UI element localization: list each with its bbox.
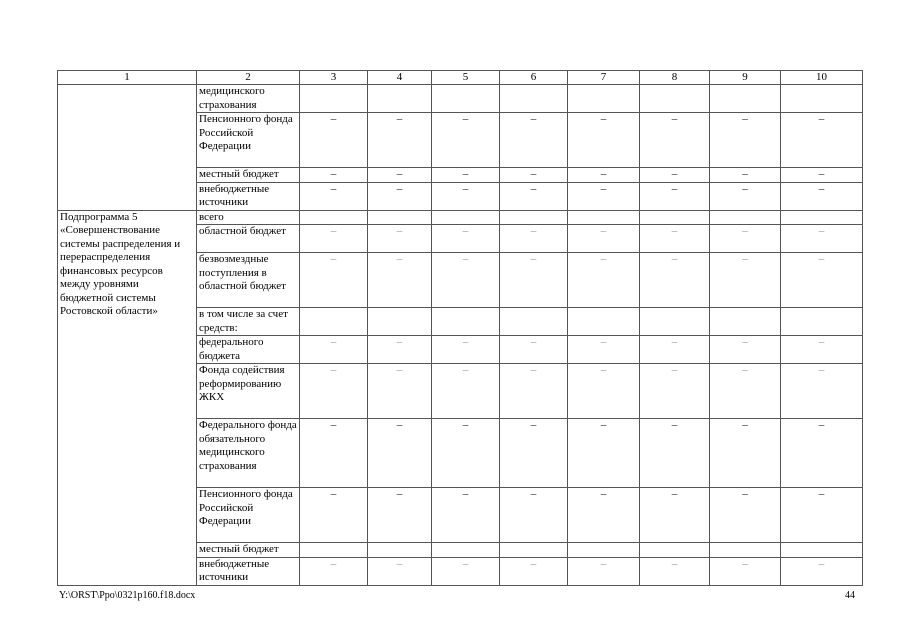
value-cell: – — [568, 225, 640, 253]
value-cell: – — [500, 336, 568, 364]
column-number-cell: 8 — [640, 71, 710, 85]
value-cell: – — [640, 557, 710, 585]
value-cell: – — [300, 557, 368, 585]
value-cell: – — [568, 168, 640, 183]
funding-source-label: Федерального фонда обязательного медицинского страхования — [197, 419, 300, 488]
value-cell: – — [300, 364, 368, 419]
value-cell: – — [710, 225, 781, 253]
value-cell — [781, 308, 863, 336]
funding-source-label: внебюджетные источники — [197, 182, 300, 210]
subprogram-title: Подпрограмма 5 «Совершенствование системы распределения и перераспределения финансовых ресурсов между уровнями бюджетной системы Ростовской области» — [58, 210, 197, 585]
funding-source-label: Фонда содействия реформированию ЖКХ — [197, 364, 300, 419]
value-cell: – — [368, 225, 432, 253]
value-cell: – — [432, 168, 500, 183]
column-number-cell: 2 — [197, 71, 300, 85]
value-cell: – — [640, 225, 710, 253]
value-cell: – — [432, 225, 500, 253]
value-cell: – — [640, 113, 710, 168]
value-cell: – — [640, 182, 710, 210]
column-number-cell: 1 — [58, 71, 197, 85]
value-cell: – — [368, 336, 432, 364]
value-cell: – — [710, 182, 781, 210]
value-cell: – — [781, 336, 863, 364]
value-cell: – — [500, 557, 568, 585]
budget-table — [57, 70, 863, 586]
value-cell: – — [710, 557, 781, 585]
value-cell — [568, 308, 640, 336]
table-row — [58, 85, 863, 113]
value-cell: – — [368, 182, 432, 210]
value-cell: – — [640, 488, 710, 543]
value-cell: – — [300, 113, 368, 168]
value-cell: – — [568, 336, 640, 364]
value-cell: – — [500, 113, 568, 168]
value-cell: – — [432, 182, 500, 210]
column-number-row — [58, 71, 863, 85]
funding-source-label: местный бюджет — [197, 168, 300, 183]
value-cell: – — [568, 557, 640, 585]
value-cell: – — [781, 113, 863, 168]
value-cell: – — [781, 182, 863, 210]
value-cell: – — [432, 488, 500, 543]
funding-source-label: местный бюджет — [197, 543, 300, 558]
value-cell: – — [432, 113, 500, 168]
value-cell: – — [500, 225, 568, 253]
value-cell — [710, 308, 781, 336]
value-cell: – — [432, 253, 500, 308]
value-cell: – — [432, 336, 500, 364]
value-cell: – — [640, 253, 710, 308]
value-cell: – — [710, 336, 781, 364]
value-cell: – — [300, 168, 368, 183]
value-cell: – — [368, 168, 432, 183]
value-cell — [568, 85, 640, 113]
value-cell: – — [781, 557, 863, 585]
value-cell: – — [432, 557, 500, 585]
value-cell: – — [781, 253, 863, 308]
value-cell: – — [781, 168, 863, 183]
column-number-cell: 10 — [781, 71, 863, 85]
value-cell — [568, 210, 640, 225]
value-cell: – — [568, 253, 640, 308]
funding-source-label: федерального бюджета — [197, 336, 300, 364]
value-cell: – — [640, 168, 710, 183]
table-row — [58, 210, 863, 225]
funding-source-label: Пенсионного фонда Российской Федерации — [197, 113, 300, 168]
value-cell — [640, 308, 710, 336]
funding-source-label: безвозмездные поступления в областной бюджет — [197, 253, 300, 308]
value-cell — [710, 543, 781, 558]
value-cell: – — [368, 113, 432, 168]
value-cell: – — [710, 488, 781, 543]
value-cell: – — [568, 419, 640, 488]
value-cell: – — [781, 419, 863, 488]
value-cell: – — [368, 557, 432, 585]
value-cell — [432, 210, 500, 225]
column-number-cell: 4 — [368, 71, 432, 85]
value-cell — [300, 85, 368, 113]
value-cell — [710, 210, 781, 225]
value-cell: – — [500, 168, 568, 183]
value-cell — [432, 308, 500, 336]
value-cell: – — [568, 182, 640, 210]
value-cell: – — [568, 113, 640, 168]
value-cell: – — [710, 168, 781, 183]
value-cell — [432, 85, 500, 113]
value-cell: – — [500, 419, 568, 488]
value-cell — [781, 85, 863, 113]
column-number-cell: 3 — [300, 71, 368, 85]
value-cell — [640, 85, 710, 113]
value-cell — [781, 210, 863, 225]
value-cell: – — [640, 336, 710, 364]
column-number-cell: 7 — [568, 71, 640, 85]
value-cell: – — [300, 488, 368, 543]
funding-source-label: Пенсионного фонда Российской Федерации — [197, 488, 300, 543]
value-cell — [500, 210, 568, 225]
column-number-cell: 9 — [710, 71, 781, 85]
value-cell: – — [781, 225, 863, 253]
value-cell — [368, 308, 432, 336]
value-cell — [500, 308, 568, 336]
value-cell: – — [368, 488, 432, 543]
value-cell — [568, 543, 640, 558]
funding-source-label: областной бюджет — [197, 225, 300, 253]
funding-source-label: всего — [197, 210, 300, 225]
value-cell: – — [500, 364, 568, 419]
funding-source-label: медицинского страхования — [197, 85, 300, 113]
value-cell — [640, 543, 710, 558]
value-cell — [432, 543, 500, 558]
value-cell — [300, 543, 368, 558]
value-cell — [368, 543, 432, 558]
document-path: Y:\ORST\Ppo\0321p160.f18.docx — [59, 590, 196, 601]
funding-source-label: в том числе за счет средств: — [197, 308, 300, 336]
value-cell: – — [710, 113, 781, 168]
value-cell: – — [781, 364, 863, 419]
value-cell: – — [500, 182, 568, 210]
value-cell: – — [432, 364, 500, 419]
value-cell: – — [300, 336, 368, 364]
value-cell: – — [568, 488, 640, 543]
value-cell: – — [368, 364, 432, 419]
value-cell: – — [300, 419, 368, 488]
value-cell — [368, 85, 432, 113]
value-cell: – — [368, 253, 432, 308]
value-cell: – — [781, 488, 863, 543]
value-cell: – — [710, 364, 781, 419]
column-number-cell: 6 — [500, 71, 568, 85]
value-cell: – — [500, 253, 568, 308]
value-cell — [640, 210, 710, 225]
value-cell — [781, 543, 863, 558]
value-cell: – — [568, 364, 640, 419]
program-name-cell — [58, 85, 197, 211]
funding-source-label: внебюджетные источники — [197, 557, 300, 585]
column-number-cell: 5 — [432, 71, 500, 85]
value-cell — [710, 85, 781, 113]
value-cell: – — [300, 225, 368, 253]
value-cell: – — [432, 419, 500, 488]
value-cell — [368, 210, 432, 225]
value-cell: – — [368, 419, 432, 488]
value-cell: – — [300, 253, 368, 308]
value-cell: – — [300, 182, 368, 210]
page-number: 44 — [845, 590, 855, 601]
value-cell: – — [640, 419, 710, 488]
value-cell: – — [710, 253, 781, 308]
value-cell — [300, 210, 368, 225]
value-cell: – — [710, 419, 781, 488]
value-cell — [500, 85, 568, 113]
value-cell — [500, 543, 568, 558]
value-cell — [300, 308, 368, 336]
value-cell: – — [500, 488, 568, 543]
value-cell: – — [640, 364, 710, 419]
